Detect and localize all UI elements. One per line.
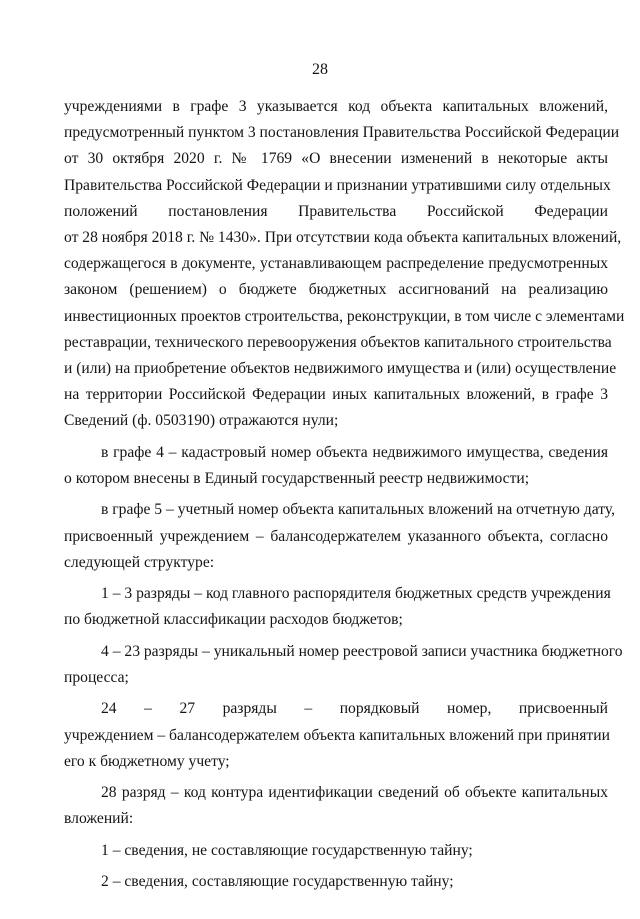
text-line: в графе 5 – учетный номер объекта капитальных вложений на отчетную дату, <box>101 501 616 519</box>
text-line: положений постановления Правительства Российской Федерации <box>64 202 608 220</box>
text-line: учреждением – балансодержателем объекта капитальных вложений при принятии <box>64 726 610 744</box>
text-line: присвоенный учреждением – балансодержателем указанного объекта, согласно <box>64 527 608 545</box>
text-line: 4 – 23 разряды – уникальный номер реестровой записи участника бюджетного <box>101 642 623 660</box>
text-line: Правительства Российской Федерации и признании утратившими силу отдельных <box>64 176 611 194</box>
text-line: учреждениями в графе 3 указывается код объекта капитальных вложений, <box>64 98 608 115</box>
text-line: законом (решением) о бюджете бюджетных ассигнований на реализацию <box>64 281 608 299</box>
paragraph-razryad-28 <box>64 780 608 832</box>
page-number: 28 <box>312 61 328 78</box>
text-line: 1 – сведения, не составляющие государственную тайну; <box>101 841 473 859</box>
paragraph-grafa-3 <box>64 94 625 435</box>
paragraph-kod-1 <box>64 838 608 864</box>
text-line: вложений: <box>64 810 134 828</box>
text-line: 24 – 27 разряды – порядковый номер, присвоенный <box>101 700 608 718</box>
text-line: Сведений (ф. 0503190) отражаются нули; <box>64 412 339 430</box>
paragraph-grafa-4 <box>64 440 608 492</box>
paragraph-grafa-5 <box>64 497 616 576</box>
paragraph-razryady-4-23 <box>64 639 623 691</box>
text-line: 1 – 3 разряды – код главного распорядителя бюджетных средств учреждения <box>101 585 611 603</box>
text-line: реставрации, технического перевооружения объектов капитального строительства <box>64 333 612 351</box>
text-line: в графе 4 – кадастровый номер объекта недвижимого имущества, сведения <box>101 443 608 461</box>
text-line: 28 разряд – код контура идентификации сведений об объекте капитальных <box>101 784 608 802</box>
text-line: 2 – сведения, составляющие государственную тайну; <box>101 873 454 891</box>
text-line: на территории Российской Федерации иных капитальных вложений, в графе 3 <box>64 386 608 404</box>
text-line: процесса; <box>64 669 129 687</box>
text-line: от 30 октября 2020 г. № 1769 «О внесении изменений в некоторые акты <box>64 150 608 168</box>
document-body <box>64 94 625 901</box>
text-line: и (или) на приобретение объектов недвижимого имущества и (или) осуществление <box>64 360 617 378</box>
text-line: по бюджетной классификации расходов бюджетов; <box>64 611 403 629</box>
text-line: содержащегося в документе, устанавливающем распределение предусмотренных <box>64 255 608 273</box>
text-line: его к бюджетному учету; <box>64 752 230 770</box>
text-line: предусмотренный пунктом 3 постановления Правительства Российской Федерации <box>64 124 620 142</box>
text-line: о котором внесены в Единый государственный реестр недвижимости; <box>64 470 530 488</box>
paragraph-razryady-24-27 <box>64 696 608 775</box>
text-line: инвестиционных проектов строительства, реконструкции, в том числе с элементами <box>64 307 625 325</box>
paragraph-razryady-1-3 <box>64 581 611 633</box>
text-line: от 28 ноября 2018 г. № 1430». При отсутствии кода объекта капитальных вложений, <box>64 229 622 247</box>
paragraph-kod-2 <box>64 869 608 895</box>
text-line: следующей структуре: <box>64 553 215 571</box>
